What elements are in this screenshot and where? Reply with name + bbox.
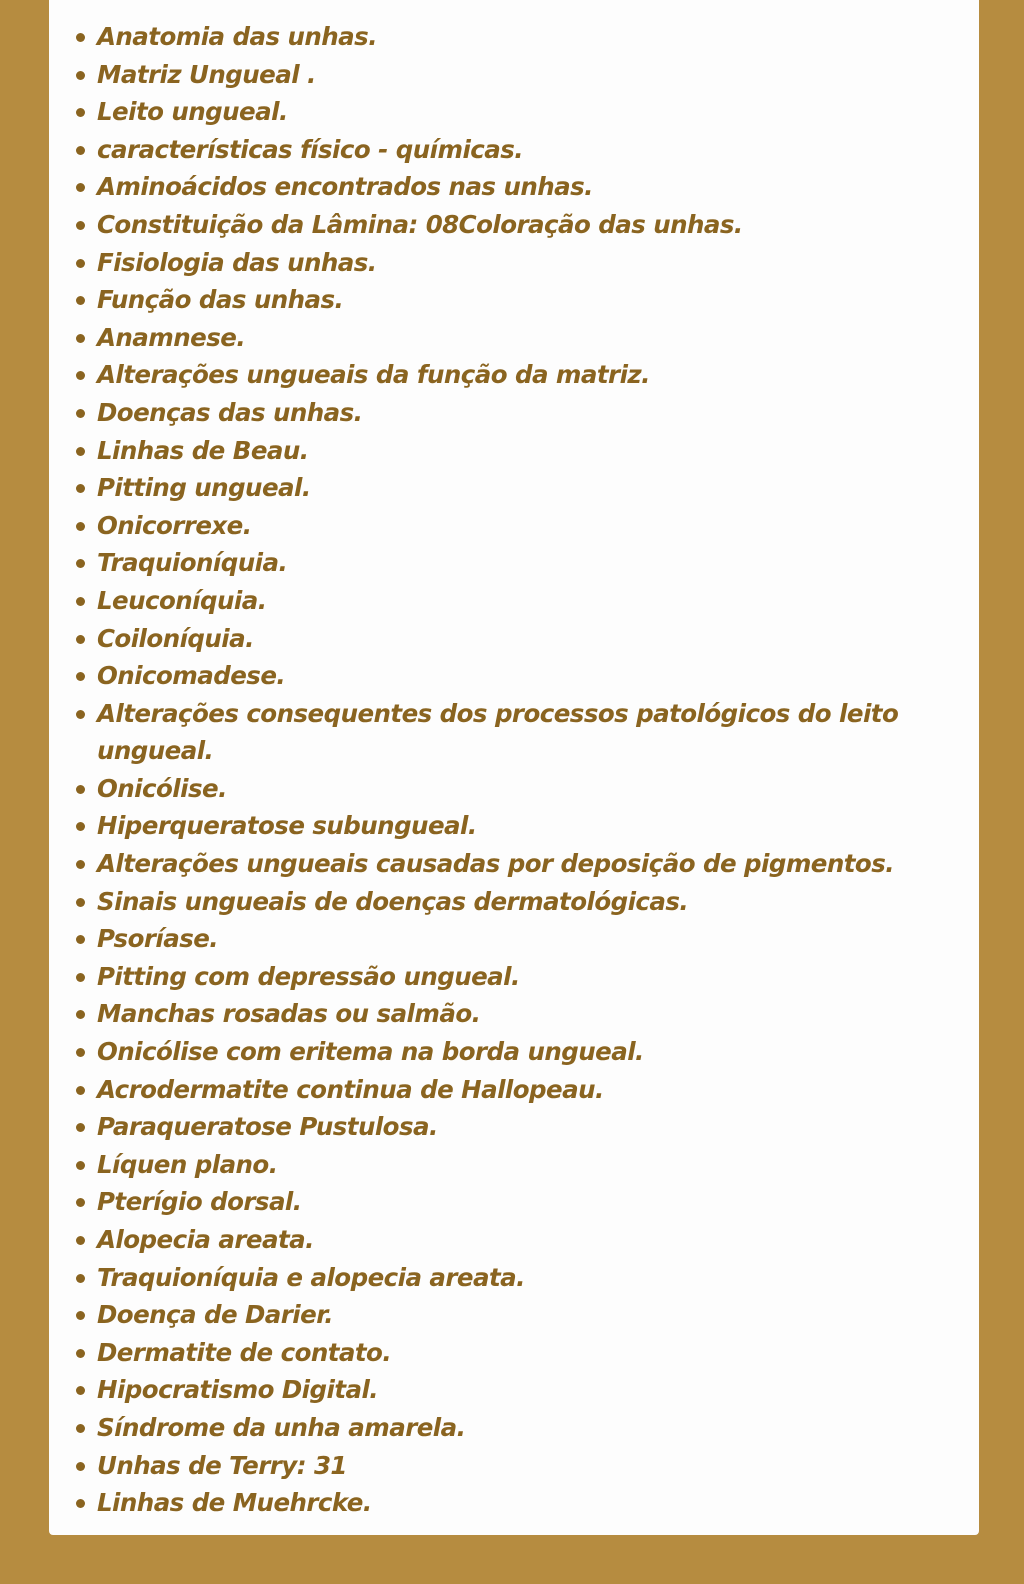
list-item: Pterígio dorsal. bbox=[97, 1183, 979, 1221]
list-item: Anamnese. bbox=[97, 319, 979, 357]
list-item: Síndrome da unha amarela. bbox=[97, 1409, 979, 1447]
list-item: Unhas de Terry: 31 bbox=[97, 1447, 979, 1485]
list-item: Alterações ungueais da função da matriz. bbox=[97, 356, 979, 394]
list-item: Doenças das unhas. bbox=[97, 394, 979, 432]
list-item: Onicólise. bbox=[97, 770, 979, 808]
list-item: Onicólise com eritema na borda ungueal. bbox=[97, 1033, 979, 1071]
list-item: Paraqueratose Pustulosa. bbox=[97, 1108, 979, 1146]
list-item: Linhas de Muehrcke. bbox=[97, 1484, 979, 1522]
list-item: Linhas de Beau. bbox=[97, 432, 979, 470]
list-item: Onicorrexe. bbox=[97, 507, 979, 545]
list-item: características físico - químicas. bbox=[97, 131, 979, 169]
list-item: Acrodermatite continua de Hallopeau. bbox=[97, 1071, 979, 1109]
list-item: Hipocratismo Digital. bbox=[97, 1371, 979, 1409]
list-item: Função das unhas. bbox=[97, 281, 979, 319]
list-item: Coiloníquia. bbox=[97, 620, 979, 658]
list-item: Sinais ungueais de doenças dermatológicas. bbox=[97, 883, 979, 921]
list-item: Dermatite de contato. bbox=[97, 1334, 979, 1372]
list-item: Matriz Ungueal . bbox=[97, 56, 979, 94]
list-item: Hiperqueratose subungueal. bbox=[97, 807, 979, 845]
list-item: Alopecia areata. bbox=[97, 1221, 979, 1259]
list-item: Leito ungueal. bbox=[97, 93, 979, 131]
list-item: Psoríase. bbox=[97, 920, 979, 958]
list-item: Manchas rosadas ou salmão. bbox=[97, 995, 979, 1033]
list-item: Anatomia das unhas. bbox=[97, 18, 979, 56]
list-item: Aminoácidos encontrados nas unhas. bbox=[97, 168, 979, 206]
list-item: Traquioníquia. bbox=[97, 544, 979, 582]
list-item: Pitting com depressão ungueal. bbox=[97, 958, 979, 996]
list-item: Leuconíquia. bbox=[97, 582, 979, 620]
list-item: Líquen plano. bbox=[97, 1146, 979, 1184]
list-item: Alterações consequentes dos processos patológicos do leito ungueal. bbox=[97, 695, 979, 770]
content-card bbox=[49, 0, 979, 1535]
list-item: Pitting ungueal. bbox=[97, 469, 979, 507]
list-item: Doença de Darier. bbox=[97, 1296, 979, 1334]
list-item: Onicomadese. bbox=[97, 657, 979, 695]
list-item: Traquioníquia e alopecia areata. bbox=[97, 1259, 979, 1297]
list-item: Alterações ungueais causadas por deposição de pigmentos. bbox=[97, 845, 979, 883]
topic-list bbox=[49, 18, 979, 1522]
list-item: Constituição da Lâmina: 08Coloração das unhas. bbox=[97, 206, 979, 244]
list-item: Fisiologia das unhas. bbox=[97, 244, 979, 282]
